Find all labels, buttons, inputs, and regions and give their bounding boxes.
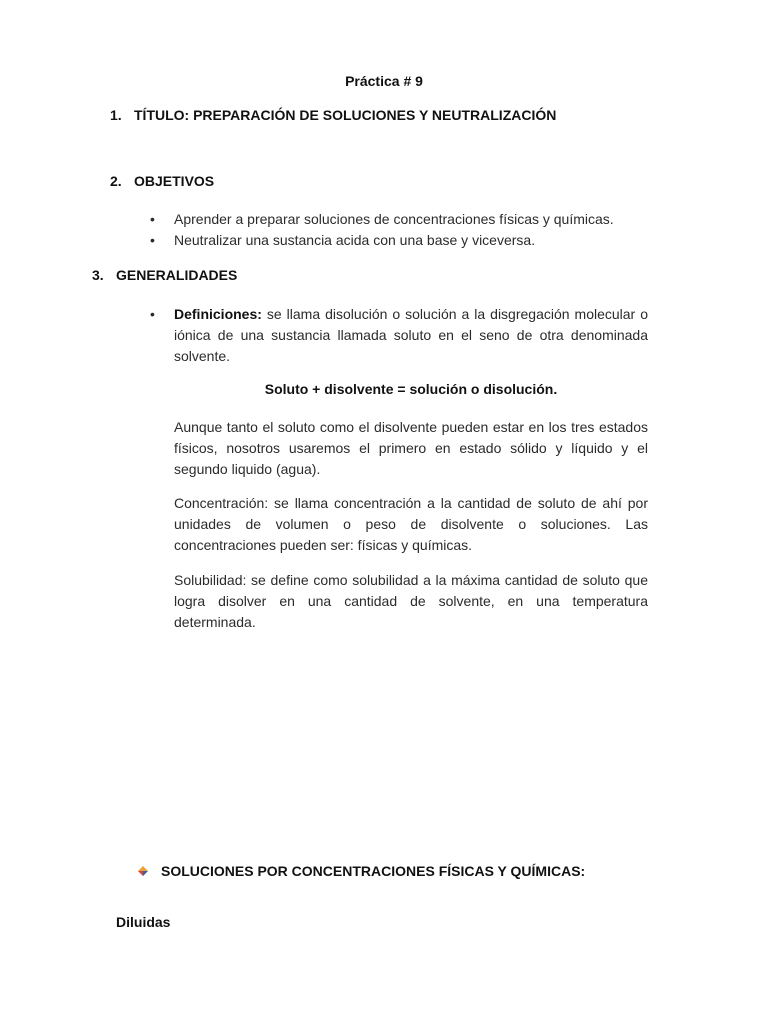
diamond-bullet-icon bbox=[138, 866, 148, 876]
paragraph-concentracion: Concentración: se llama concentración a la cantidad de soluto de ahí por unidades de volumen o peso de disolvente o soluciones. Las concentraciones pueden ser: físicas y químicas. bbox=[174, 495, 648, 553]
section-number: 2. bbox=[110, 173, 122, 189]
section-number: 1. bbox=[110, 107, 122, 123]
section-title: OBJETIVOS bbox=[134, 173, 215, 189]
formula: Soluto + disolvente = solución o disolución. bbox=[264, 381, 558, 397]
section-title: TÍTULO: PREPARACIÓN DE SOLUCIONES Y NEUTRALIZACIÓN bbox=[134, 107, 557, 123]
section-1-heading bbox=[110, 107, 556, 123]
paragraph-estados: Aunque tanto el soluto como el disolvente pueden estar en los tres estados físicos, nosotros usaremos el primero en estado sólido y líquido y el segundo liquido (agua). bbox=[174, 419, 648, 477]
page-title: Práctica # 9 bbox=[345, 73, 423, 89]
diluidas-heading: Diluidas bbox=[116, 914, 171, 930]
section-3-heading bbox=[92, 267, 237, 283]
definiciones-text: se llama disolución o solución a la disgregación molecular o iónica de una sustancia llamada soluto en el seno de otra denominada solvente. bbox=[174, 306, 648, 364]
objetivo-text: Aprender a preparar soluciones de concentraciones físicas y químicas. bbox=[174, 211, 614, 227]
section-2-heading bbox=[110, 173, 214, 189]
definiciones-paragraph bbox=[174, 304, 648, 367]
definiciones-label: Definiciones: bbox=[174, 306, 262, 322]
objetivo-text: Neutralizar una sustancia acida con una base y viceversa. bbox=[174, 232, 536, 248]
bullet-icon: • bbox=[150, 306, 155, 322]
paragraph-solubilidad: Solubilidad: se define como solubilidad a la máxima cantidad de soluto que logra disolver en una cantidad de solvente, en una temperatura determinada. bbox=[174, 572, 648, 630]
section-title: GENERALIDADES bbox=[116, 267, 238, 283]
section-number: 3. bbox=[92, 267, 104, 283]
soluciones-heading: SOLUCIONES POR CONCENTRACIONES FÍSICAS Y QUÍMICAS: bbox=[161, 863, 586, 879]
bullet-icon: • bbox=[150, 232, 155, 248]
bullet-icon: • bbox=[150, 211, 155, 227]
